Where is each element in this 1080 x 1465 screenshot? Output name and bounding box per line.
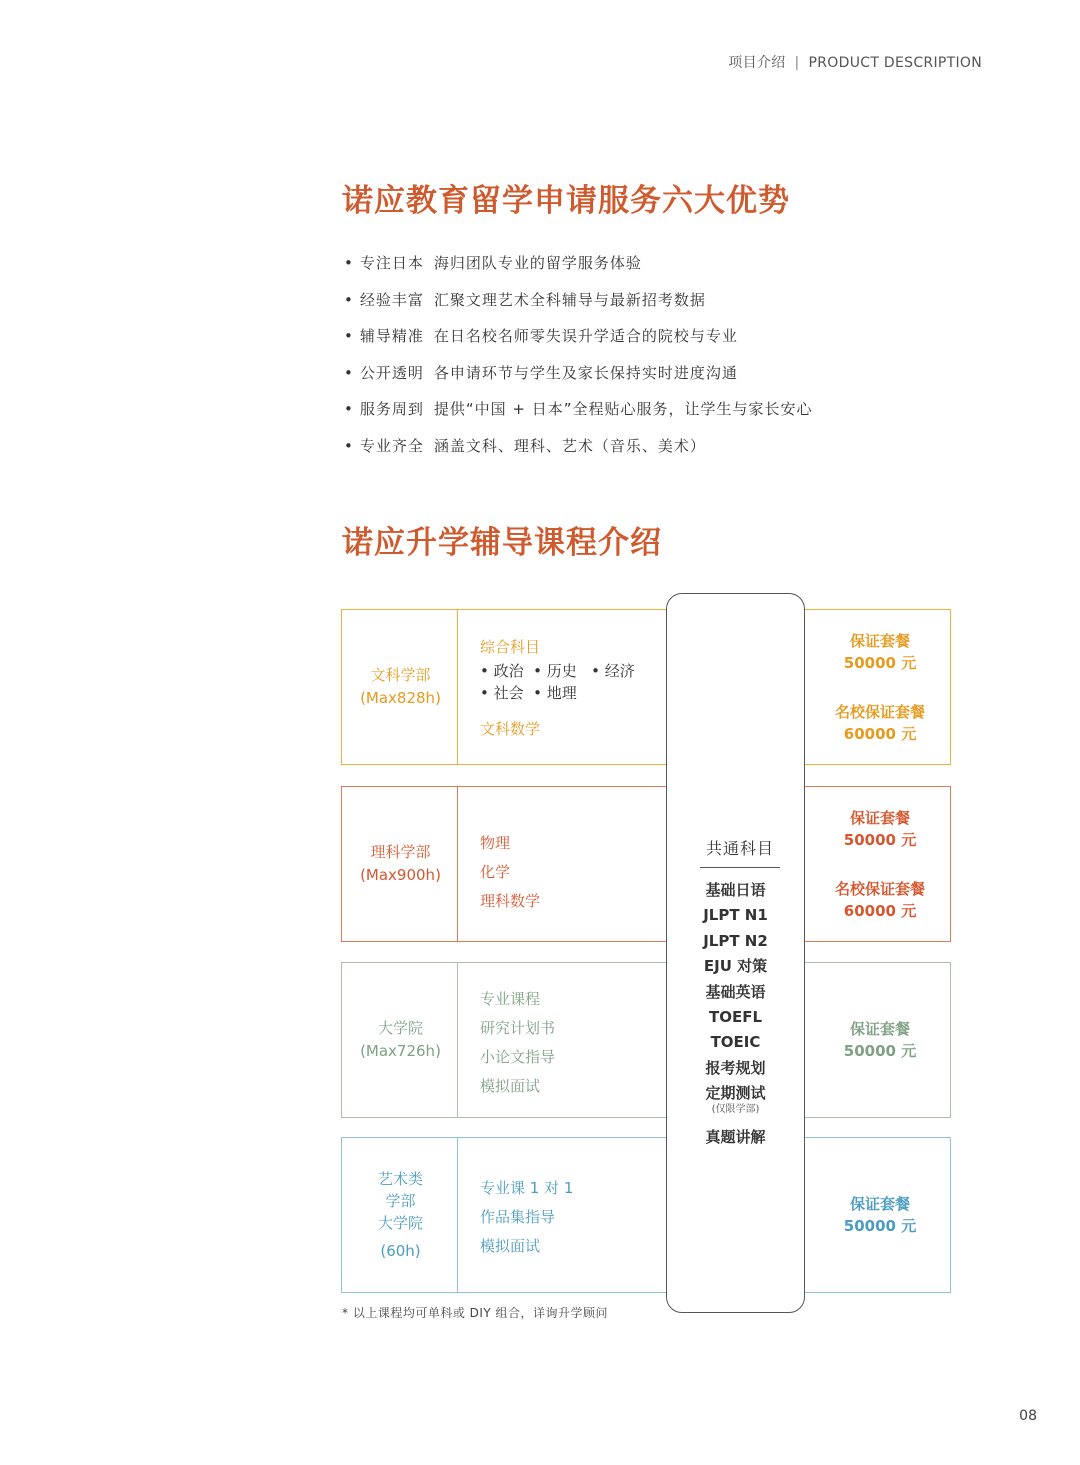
price-name: 保证套餐 [849,1195,910,1213]
advantage-item [344,360,813,397]
advantage-desc: 涵盖文科、理科、艺术（音乐、美术） [433,436,706,455]
advantage-desc: 在日名校名师零失误升学适合的院校与专业 [433,327,738,346]
common-subject: 报考规划 [705,1058,766,1077]
header-separator: | [794,55,800,71]
science-prices [808,787,952,941]
advantage-desc: 海归团队专业的留学服务体验 [433,254,642,272]
advantage-item [344,323,813,360]
dept-name: 艺术类 [377,1170,423,1188]
header-section-cn: 项目介绍 [728,55,786,71]
dept-name: 理科学部 [370,843,431,861]
advantage-item [344,287,813,324]
common-subject: EJU 对策 [703,957,768,976]
common-subject: JLPT N2 [703,931,768,950]
common-subjects-list [667,878,804,1150]
subject: 专业课程 [480,990,541,1008]
bullet: • [344,363,354,382]
dept-hours: (Max900h) [360,866,441,884]
advantage-key: 专业齐全 [359,436,424,455]
bullet: • [344,400,354,419]
price-name: 保证套餐 [849,1020,910,1038]
advantage-key: 公开透明 [359,363,424,382]
subject: 模拟面试 [480,1077,541,1095]
liberal-dept [342,610,459,764]
subject: 作品集指导 [480,1208,556,1226]
advantage-item [344,250,813,287]
advantage-desc: 提供“中国 + 日本”全程贴心服务，让学生与家长安心 [433,400,813,419]
subject-row: • 社会 • 地理 [480,684,577,702]
dept-hours: (60h) [380,1242,421,1260]
subject-row: • 政治 • 历史 • 经济 [480,662,635,680]
advantage-item [344,433,813,470]
subject-heading: 综合科目 [480,638,541,656]
footnote: * 以上课程均可单科或 DIY 组合，详询升学顾问 [342,1306,609,1320]
price-name: 名校保证套餐 [834,879,925,898]
common-subject: 基础英语 [705,982,766,1001]
science-dept [342,787,459,941]
header-section-en: PRODUCT DESCRIPTION [808,55,982,71]
bullet: • [344,254,354,272]
subject: 化学 [480,863,511,881]
common-subject: JLPT N1 [703,906,768,925]
price-name: 保证套餐 [849,631,910,650]
subject: 物理 [480,834,511,852]
art-dept [342,1138,459,1292]
bullet: • [344,327,354,346]
price-name: 名校保证套餐 [834,702,925,721]
art-prices [808,1138,952,1292]
graduate-box [341,962,951,1118]
subject-math: 文科数学 [480,720,541,738]
price-value: 60000 元 [843,724,917,743]
common-subject: 基础日语 [705,881,766,899]
dept-name: 学部 [385,1192,416,1210]
common-subjects-panel [666,593,805,1313]
art-box [341,1137,951,1293]
common-subject: 真题讲解 [705,1127,766,1146]
courses-title: 诺应升学辅导课程介绍 [342,525,662,561]
page-number: 08 [1019,1408,1037,1424]
subject: 模拟面试 [480,1237,541,1255]
advantage-key: 服务周到 [359,400,424,419]
price-value: 50000 元 [843,830,917,849]
advantage-key: 辅导精准 [359,327,424,346]
common-subjects-title: 共通科目 [700,836,780,868]
price-value: 50000 元 [843,653,917,672]
common-subject: TOEIC [710,1033,761,1052]
advantages-title: 诺应教育留学申请服务六大优势 [342,183,790,219]
dept-name: 文科学部 [370,666,431,684]
advantage-desc: 汇聚文理艺术全科辅导与最新招考数据 [433,290,706,309]
bullet: • [344,436,354,455]
subject: 研究计划书 [480,1019,556,1037]
graduate-subjects [480,985,555,1101]
advantage-desc: 各申请环节与学生及家长保持实时进度沟通 [433,363,738,382]
liberal-subjects [480,636,635,740]
graduate-dept [342,963,459,1117]
advantages-list [344,250,813,470]
dept-name: 大学院 [377,1019,423,1037]
page-header [728,52,982,72]
price-value: 60000 元 [843,901,917,920]
price-value: 50000 元 [843,1042,917,1060]
advantage-key: 经验丰富 [359,290,424,309]
graduate-prices [808,963,952,1117]
liberal-prices [808,610,952,764]
common-subject: TOEFL [708,1008,763,1027]
dept-name: 大学院 [377,1214,423,1232]
dept-hours: (Max726h) [360,1042,441,1060]
bullet: • [344,290,354,309]
subject: 专业课 1 对 1 [480,1179,574,1197]
advantage-item [344,396,813,433]
dept-hours: (Max828h) [360,689,441,707]
subject: 小论文指导 [480,1048,556,1066]
liberal-arts-box [341,609,951,765]
art-subjects [480,1174,573,1261]
price-name: 保证套餐 [849,808,910,827]
price-value: 50000 元 [843,1217,917,1235]
science-box [341,786,951,942]
science-subjects [480,829,540,916]
common-subject: 定期测试 [705,1084,766,1103]
common-subject-note: (仅限学部) [711,1103,760,1115]
advantage-key: 专注日本 [359,254,424,272]
subject: 理科数学 [480,892,541,910]
